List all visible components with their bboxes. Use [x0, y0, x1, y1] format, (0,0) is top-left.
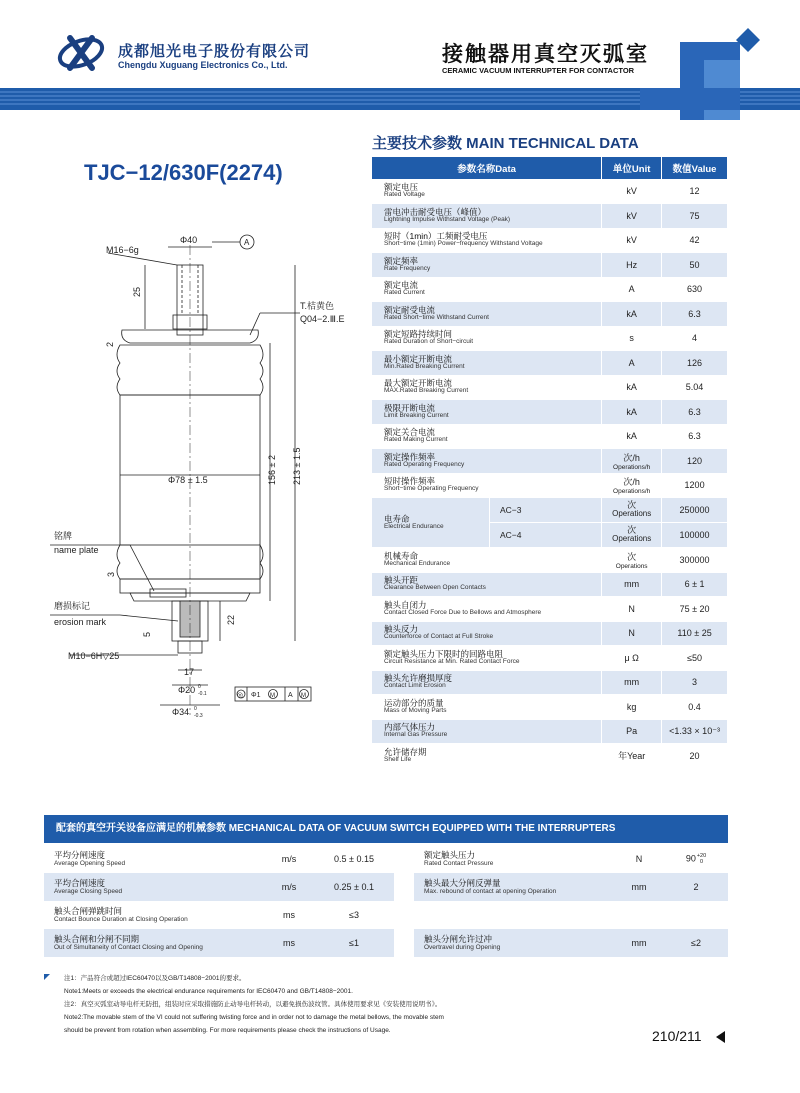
unit-text: kV [626, 186, 637, 196]
mech-param-unit: ms [264, 929, 314, 957]
param-value: 75 ± 20 [662, 597, 728, 622]
endurance-value: 100000 [679, 529, 710, 540]
param-value: 126 [662, 351, 728, 376]
tolerance-datum: A [288, 692, 293, 699]
unit-text: 年Year [618, 751, 646, 762]
dim-25: 25 [132, 286, 142, 297]
table-row [372, 695, 728, 720]
table-row [372, 719, 728, 744]
param-name-cn: 额定耐受电流 [384, 304, 436, 315]
param-name [372, 204, 602, 229]
param-value: 6.3 [662, 302, 728, 327]
param-unit [602, 621, 662, 646]
table-row [372, 302, 728, 327]
unit-text: 次 [627, 500, 637, 511]
param-name-en: Rated Making Current [384, 436, 448, 444]
table-row [372, 277, 728, 302]
dim-22: 22 [226, 614, 236, 625]
param-name-cn: 触头自闭力 [384, 599, 427, 610]
param-name-en: Short−time Operating Frequency [384, 485, 479, 493]
param-value: ≤50 [662, 646, 728, 671]
param-name-en: MAX.Rated Breaking Current [384, 387, 469, 395]
dim-phi20-tol-top: 0 [198, 684, 201, 690]
param-name-en: Rate Frequency [384, 264, 431, 272]
param-name-cn: 平均合闸速度 [54, 877, 106, 888]
erosion-mark-en: erosion mark [54, 617, 107, 627]
param-name-cn: 平均分闸速度 [54, 849, 106, 860]
mech-param-unit: m/s [264, 873, 314, 901]
param-name-cn: 电寿命 [384, 513, 410, 524]
param-name [372, 302, 602, 327]
company-logo-icon [56, 28, 106, 78]
mech-param-unit: ms [283, 910, 295, 920]
param-unit [602, 326, 662, 351]
mech-param-name [414, 845, 614, 873]
mech-param-value: 0.5 ± 0.15 [334, 854, 374, 864]
endurance-value: 250000 [662, 498, 727, 523]
param-name-cn: 短时（1min）工频耐受电压 [384, 231, 488, 242]
param-name [372, 695, 602, 720]
column-gap [394, 873, 414, 901]
unit-text: N [628, 628, 635, 639]
param-name-cn: 机械寿命 [384, 550, 419, 561]
value-tol-top: +20 [696, 853, 707, 859]
param-name-cn: 触头合闸和分闸不同期 [54, 933, 140, 944]
param-name-en: Rated Current [384, 289, 425, 297]
value-main: ≤2 [691, 938, 701, 948]
table-row [372, 498, 728, 548]
param-name-cn: 额定触头压力 [424, 849, 476, 860]
param-name-cn: 允许储存期 [384, 746, 427, 757]
note-line: 注1：产品符合或超过IEC60470以及GB/T14808−2001的要求。 [64, 975, 246, 982]
param-name-en: Overtravel during Opening [424, 944, 501, 952]
dim-3: 3 [106, 571, 116, 577]
table-row [372, 449, 728, 474]
param-name-en: Circuit Resistance at Min. Rated Contact Force [384, 657, 520, 665]
param-unit [602, 179, 662, 204]
dim-213: 213 ± 1.5 [292, 447, 302, 485]
param-name-en: Mechanical Endurance [384, 559, 451, 567]
table-row [372, 204, 728, 229]
mechanical-data-title: 配套的真空开关设备应满足的机械参数 MECHANICAL DATA OF VACUUM SWITCH EQUIPPED WITH THE INTERRUPTERS [44, 815, 728, 843]
dim-17: 17 [184, 667, 195, 677]
unit-subtext: Operations [615, 562, 648, 570]
param-unit [602, 548, 662, 573]
color-note-1: T.桔黄色 [300, 301, 335, 311]
model-number: TJC−12/630F(2274) [84, 160, 283, 185]
param-value: 3 [662, 670, 728, 695]
note-line: Note1:Meets or exceeds the electrical endurance requirements for IEC60470 and GB/T14808−2001. [64, 988, 353, 995]
note-line: Note2:The movable stem of the VI could not suffering twisting force and in order not to damage the metal bellows, the movable stem [64, 1014, 444, 1021]
mech-param-unit: mm [614, 929, 664, 957]
param-name [372, 498, 602, 548]
param-value: 300000 [662, 548, 728, 573]
col-header-data: 参数名称Data [372, 157, 602, 179]
unit-text: 次/h [623, 477, 640, 488]
value-main: 90 [685, 853, 696, 864]
param-name-en: Rated Contact Pressure [424, 860, 494, 868]
param-name-en: Average Closing Speed [54, 888, 123, 896]
table-row [372, 228, 728, 253]
table-row [372, 253, 728, 278]
table-row [372, 400, 728, 425]
param-name [372, 670, 602, 695]
dim-phi40: Φ40 [180, 235, 198, 245]
param-value: 12 [662, 179, 728, 204]
param-name [372, 449, 602, 474]
param-name-cn: 触头合闸弹跳时间 [54, 905, 123, 916]
mech-param-value [664, 845, 728, 873]
param-unit [602, 473, 662, 498]
param-name [372, 179, 602, 204]
mech-param-name [44, 873, 264, 901]
nameplate-cn: 铭牌 [54, 531, 73, 541]
color-note-2: Q04−2.Ⅲ.E [300, 314, 345, 324]
dim-phi34-tol-top: 0 [194, 706, 197, 712]
param-name [372, 400, 602, 425]
param-unit [602, 719, 662, 744]
param-value: 4 [662, 326, 728, 351]
endurance-sub-label: AC−4 [500, 529, 522, 540]
dim-2: 2 [105, 341, 115, 347]
mech-param-name [44, 901, 264, 929]
table-row [372, 744, 728, 769]
param-name [372, 228, 602, 253]
param-name-cn: 内部气体压力 [384, 722, 436, 733]
note-line: should be prevent from rotation when assembling. For more requirements please check the instructions of Usage. [64, 1027, 391, 1034]
product-category-en: CERAMIC VACUUM INTERRUPTER FOR CONTACTOR [442, 66, 635, 75]
mech-param-unit: N [635, 854, 643, 864]
unit-text: s [629, 333, 634, 344]
page-header [0, 0, 800, 120]
param-value: 1200 [662, 473, 728, 498]
unit-text: kV [626, 235, 637, 246]
param-name [372, 424, 602, 449]
param-value [662, 498, 728, 548]
dim-5: 5 [142, 631, 152, 637]
param-name [372, 473, 602, 498]
main-technical-data-title: 主要技术参数 MAIN TECHNICAL DATA [372, 135, 639, 152]
interrupter-drawing [50, 225, 350, 725]
column-gap [394, 901, 414, 929]
table-row [372, 326, 728, 351]
unit-text: kA [626, 382, 637, 393]
value-tol-bot: 0 [699, 859, 704, 865]
param-value: 42 [662, 228, 728, 253]
param-name-en: Clearance Between Open Contacts [384, 584, 486, 592]
param-name-cn: 额定触头压力下限时的回路电阻 [384, 648, 504, 659]
param-name [372, 326, 602, 351]
param-name-en: Max. rebound of contact at opening Operation [424, 888, 557, 896]
param-value: 110 ± 25 [662, 621, 728, 646]
param-name-cn: 最大额定开断电流 [384, 378, 453, 389]
unit-text: kg [626, 701, 637, 712]
param-value: 75 [662, 204, 728, 229]
unit-text: kV [626, 210, 637, 221]
mech-param-name [414, 873, 614, 901]
param-name-cn: 额定操作频率 [384, 451, 436, 462]
footnotes [44, 972, 734, 1037]
param-name-en: Counterforce of Contact at Full Stroke [384, 633, 494, 641]
param-name-en: Mass of Moving Parts [384, 706, 447, 714]
tolerance-value: Φ1 [251, 692, 261, 699]
value-main: 2 [693, 882, 699, 892]
unit-text: kA [626, 308, 637, 319]
param-unit [602, 597, 662, 622]
thread-top-label: M16−6g [106, 245, 139, 255]
param-value: 120 [662, 449, 728, 474]
param-value: 0.4 [662, 695, 728, 720]
param-name-en: Rated Voltage [384, 191, 425, 199]
note-line: 注2：真空灭弧室动导电杆无防扭，组装时应采取措施防止动导电杆转动，以避免损伤波纹管。具体使用要求见《安装使用说明书》。 [64, 1001, 442, 1008]
table-row [372, 375, 728, 400]
param-name-en: Out of Simultaneity of Contact Closing and Opening [54, 944, 203, 952]
param-name-cn: 触头分闸允许过冲 [424, 933, 493, 944]
unit-text: A [628, 284, 635, 295]
param-name [372, 572, 602, 597]
param-unit [602, 744, 662, 769]
param-unit [602, 424, 662, 449]
table-header-row [372, 157, 728, 179]
param-name-en: Average Opening Speed [54, 860, 126, 868]
param-name-en: Contact Closed Force Due to Bellows and Atmosphere [384, 608, 542, 616]
param-unit [602, 204, 662, 229]
param-name-en: Contact Bounce Duration at Closing Operation [54, 916, 188, 924]
empty-cell [664, 901, 728, 929]
tolerance-modifier-2: M [301, 693, 306, 699]
param-name-en: Short−time (1min) Power−frequency Withstand Voltage [384, 240, 543, 248]
param-value: 630 [662, 277, 728, 302]
param-unit [602, 228, 662, 253]
unit-text: 次 [627, 551, 637, 562]
param-name-cn: 额定短路持续时间 [384, 329, 453, 340]
param-name-en: Min.Rated Breaking Current [384, 362, 465, 370]
param-unit [602, 375, 662, 400]
param-value: 6.3 [662, 424, 728, 449]
product-category-cn: 接触器用真空灭弧室 [442, 43, 649, 66]
unit-subtext: Operations/h [613, 463, 651, 471]
param-name-en: Internal Gas Pressure [384, 731, 448, 739]
param-name-cn: 触头最大分闸反弹量 [424, 877, 501, 888]
mech-param-value: ≤1 [314, 929, 394, 957]
empty-cell [614, 901, 664, 929]
param-name-en: Lightning Impulse Withstand Voltage (Peak) [384, 215, 511, 223]
param-name-cn: 触头反力 [384, 624, 419, 635]
param-value: 20 [662, 744, 728, 769]
table-row [44, 873, 728, 901]
param-name-en: Rated Duration of Short−circuit [384, 338, 474, 346]
param-name [372, 597, 602, 622]
param-name-cn: 运动部分的质量 [384, 697, 444, 708]
table-row [372, 473, 728, 498]
unit-subtext: Operations/h [613, 488, 651, 496]
column-gap [394, 929, 414, 957]
param-name-en: Limit Breaking Current [384, 411, 449, 419]
column-gap [394, 845, 414, 873]
mech-param-name [44, 929, 264, 957]
table-row [44, 845, 728, 873]
param-name-en: Shelf Life [384, 755, 412, 763]
param-value: 50 [662, 253, 728, 278]
dim-phi34: Φ34 [172, 707, 190, 717]
param-name [372, 719, 602, 744]
table-row [44, 929, 728, 957]
unit-text: 次/h [623, 452, 640, 463]
erosion-mark-cn: 磨损标记 [54, 601, 91, 611]
unit-text: mm [624, 579, 640, 590]
mech-param-name [44, 845, 264, 873]
table-row [372, 621, 728, 646]
param-unit [602, 670, 662, 695]
param-name-cn: 额定电流 [384, 280, 419, 291]
param-name [372, 277, 602, 302]
mech-param-unit: mm [614, 873, 664, 901]
param-unit [602, 646, 662, 671]
unit-text: mm [624, 677, 640, 688]
param-unit [602, 400, 662, 425]
endurance-sub-label: AC−3 [490, 498, 601, 523]
mech-param-value: 0.25 ± 0.1 [314, 873, 394, 901]
param-name-en: Electrical Endurance [384, 522, 444, 530]
param-name [372, 621, 602, 646]
table-row [372, 179, 728, 204]
param-name-en: Rated Short−time Withstand Current [384, 313, 489, 321]
technical-data-table [372, 157, 728, 769]
header-bar [0, 88, 800, 110]
mech-param-value [664, 873, 728, 901]
dim-156: 156 ± 2 [267, 455, 277, 485]
nameplate-en: name plate [54, 545, 99, 555]
param-name-cn: 触头允许磨损厚度 [384, 673, 453, 684]
unit-text: kA [626, 406, 637, 417]
param-unit [602, 302, 662, 327]
unit-text: kA [626, 431, 637, 442]
unit-text: 次 [627, 525, 637, 536]
table-row [372, 424, 728, 449]
table-row [372, 351, 728, 376]
table-row [372, 646, 728, 671]
param-name-cn: 短时操作频率 [384, 476, 436, 487]
param-unit [602, 253, 662, 278]
param-value: <1.33 × 10⁻³ [662, 719, 728, 744]
param-unit [602, 277, 662, 302]
note-marker-icon [44, 974, 50, 980]
param-unit [602, 351, 662, 376]
unit-subtext: Operations [612, 534, 652, 544]
dim-phi34-tol-bot: -0.3 [194, 713, 203, 719]
mech-param-value: ≤3 [349, 910, 359, 920]
unit-text: μ Ω [624, 652, 639, 663]
table-row [44, 901, 728, 929]
param-name-cn: 触头开距 [384, 575, 419, 586]
param-unit [602, 572, 662, 597]
unit-text: N [628, 603, 635, 614]
param-value: 5.04 [662, 375, 728, 400]
param-name-cn: 最小额定开断电流 [384, 353, 453, 364]
company-name-en: Chengdu Xuguang Electronics Co., Ltd. [118, 60, 288, 70]
param-unit [602, 498, 662, 548]
param-value: 6.3 [662, 400, 728, 425]
param-name-cn: 额定关合电流 [384, 427, 436, 438]
param-name-cn: 极限开断电流 [384, 402, 436, 413]
param-name-cn: 雷电冲击耐受电压（峰值） [384, 206, 487, 217]
param-name [372, 646, 602, 671]
page-number: 210/211 [652, 1028, 702, 1044]
tolerance-symbol: ◎ [237, 692, 244, 699]
param-name-cn: 额定频率 [384, 255, 419, 266]
param-name-cn: 额定电压 [384, 182, 419, 193]
col-header-value: 数值Value [662, 157, 728, 179]
datum-a-label: A [244, 238, 250, 247]
mech-param-value [664, 929, 728, 957]
param-name [372, 375, 602, 400]
param-unit [602, 695, 662, 720]
param-unit [602, 449, 662, 474]
table-row [372, 597, 728, 622]
table-row [372, 670, 728, 695]
param-name [372, 744, 602, 769]
dim-phi78: Φ78 ± 1.5 [168, 475, 208, 485]
mech-param-name [414, 929, 614, 957]
tolerance-modifier-1: M [270, 693, 275, 699]
unit-text: Pa [626, 726, 638, 737]
param-value: 6 ± 1 [662, 572, 728, 597]
page-arrow-icon [716, 1031, 725, 1043]
param-name [372, 253, 602, 278]
unit-text: A [628, 357, 635, 368]
param-name-en: Rated Operating Frequency [384, 460, 465, 468]
dim-phi20-tol-bot: -0.1 [198, 691, 207, 697]
mech-param-unit: m/s [281, 854, 297, 864]
unit-text: Hz [626, 259, 638, 270]
company-name-cn: 成都旭光电子股份有限公司 [118, 43, 311, 60]
thread-bottom-label: M10−6H▽25 [68, 651, 120, 661]
table-row [372, 548, 728, 573]
param-name-en: Contact Limit Erosion [384, 682, 446, 690]
dim-phi20: Φ20 [178, 685, 196, 695]
param-name [372, 351, 602, 376]
mechanical-data-table [44, 845, 728, 957]
col-header-unit: 单位Unit [602, 157, 662, 179]
param-name [372, 548, 602, 573]
table-row [372, 572, 728, 597]
unit-subtext: Operations [612, 509, 652, 519]
empty-cell [414, 901, 614, 929]
